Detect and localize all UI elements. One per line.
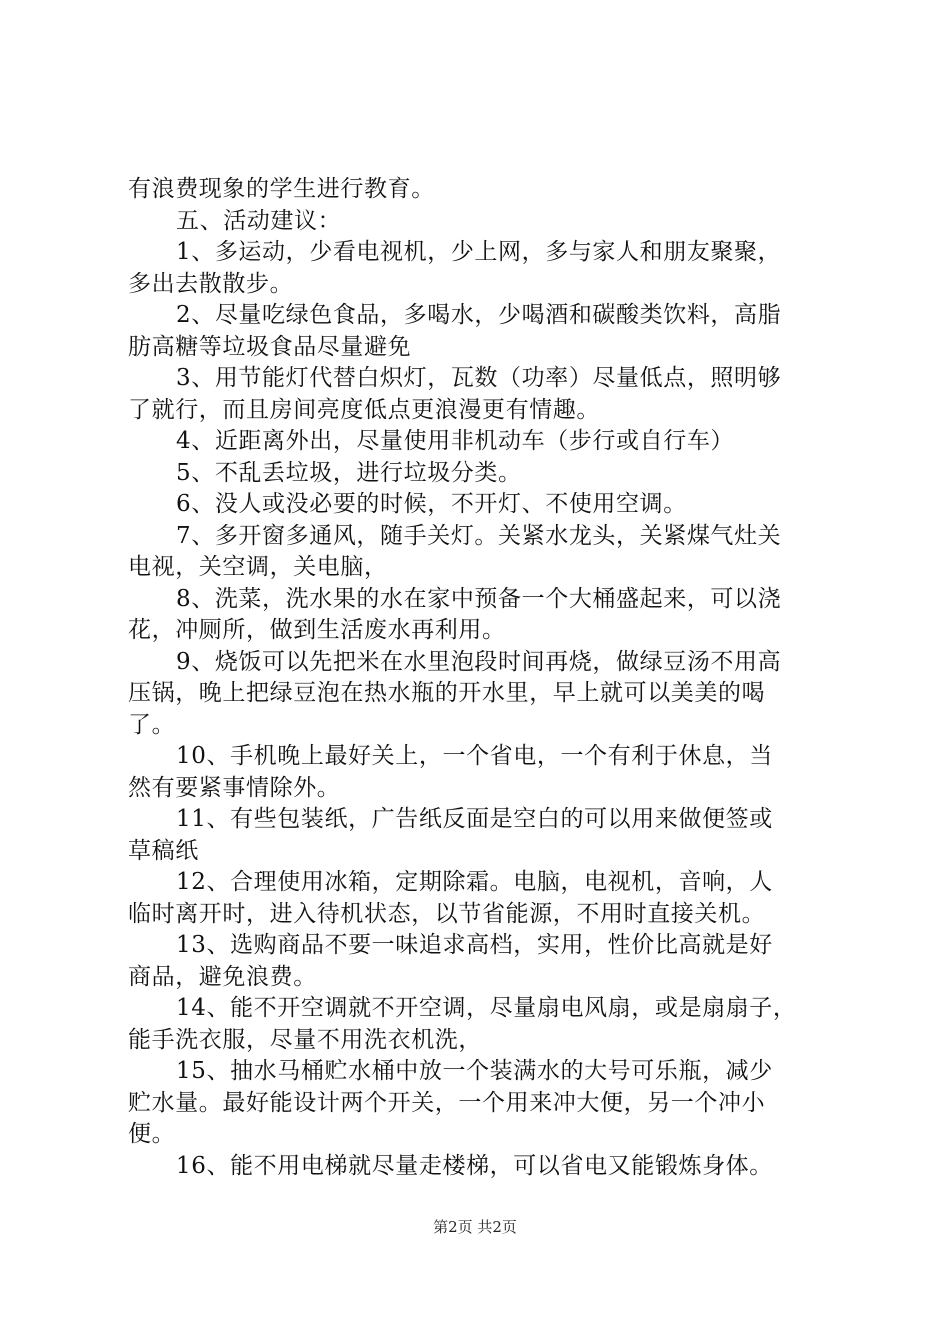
text-line: 7、多开窗多通风，随手关灯。关紧水龙头，关紧煤气灶关: [176, 522, 782, 549]
text-line: 有浪费现象的学生进行教育。: [128, 176, 435, 202]
text-line: 了就行，而且房间亮度低点更浪漫更有情趣。: [128, 396, 600, 423]
text-line: 然有要紧事情除外。: [128, 774, 341, 801]
text-line: 便。: [128, 1121, 176, 1147]
text-line: 4、近距离外出，尽量使用非机动车（步行或自行车）: [176, 428, 735, 454]
text-line: 压锅，晚上把绿豆泡在热水瓶的开水里，早上就可以美美的喝: [128, 680, 766, 706]
text-line: 五、活动建议：: [176, 207, 342, 234]
text-line: 多出去散散步。: [128, 270, 294, 297]
text-line: 12、合理使用冰箱，定期除霜。电脑，电视机，音响，人: [176, 869, 773, 895]
text-line: 贮水量。最好能设计两个开关，一个用来冲大便，另一个冲小: [128, 1089, 766, 1116]
text-line: 临时离开时，进入待机状态，以节省能源，不用时直接关机。: [128, 900, 766, 927]
page-footer: 第2页 共2页: [433, 1218, 517, 1236]
text-line: 5、不乱丢垃圾，进行垃圾分类。: [176, 459, 522, 486]
document-body: [128, 174, 836, 1182]
text-line: 15、抽水马桶贮水桶中放一个装满水的大号可乐瓶，减少: [176, 1058, 773, 1084]
text-line: 肪高糖等垃圾食品尽量避免: [128, 333, 412, 360]
text-line: 了。: [128, 711, 176, 738]
text-line: 3、用节能灯代替白炽灯，瓦数（功率）尽量低点，照明够: [176, 365, 782, 391]
text-line: 能手洗衣服，尽量不用洗衣机洗，: [128, 1026, 482, 1053]
text-line: 9、烧饭可以先把米在水里泡段时间再烧，做绿豆汤不用高: [176, 648, 782, 675]
text-line: 14、能不开空调就不开空调，尽量扇电风扇，或是扇扇子，: [176, 995, 797, 1021]
text-line: 花，冲厕所，做到生活废水再利用。: [128, 617, 506, 643]
text-line: 10、手机晚上最好关上，一个省电，一个有利于休息，当: [176, 743, 773, 769]
text-line: 电视，关空调，关电脑，: [128, 554, 388, 580]
text-line: 草稿纸: [128, 837, 199, 864]
text-line: 6、没人或没必要的时候，不开灯、不使用空调。: [176, 491, 687, 517]
text-line: 11、有些包装纸，广告纸反面是空白的可以用来做便签或: [176, 806, 773, 832]
text-line: 16、能不用电梯就尽量走楼梯，可以省电又能锻炼身体。: [176, 1152, 773, 1179]
text-line: 8、洗菜，洗水果的水在家中预备一个大桶盛起来，可以浇: [176, 585, 782, 612]
text-line: 2、尽量吃绿色食品，多喝水，少喝酒和碳酸类饮料，高脂: [176, 302, 782, 328]
text-line: 13、选购商品不要一味追求高档，实用，性价比高就是好: [176, 932, 773, 958]
text-line: 1、多运动，少看电视机，少上网，多与家人和朋友聚聚，: [176, 239, 782, 265]
text-line: 商品，避免浪费。: [128, 963, 317, 990]
